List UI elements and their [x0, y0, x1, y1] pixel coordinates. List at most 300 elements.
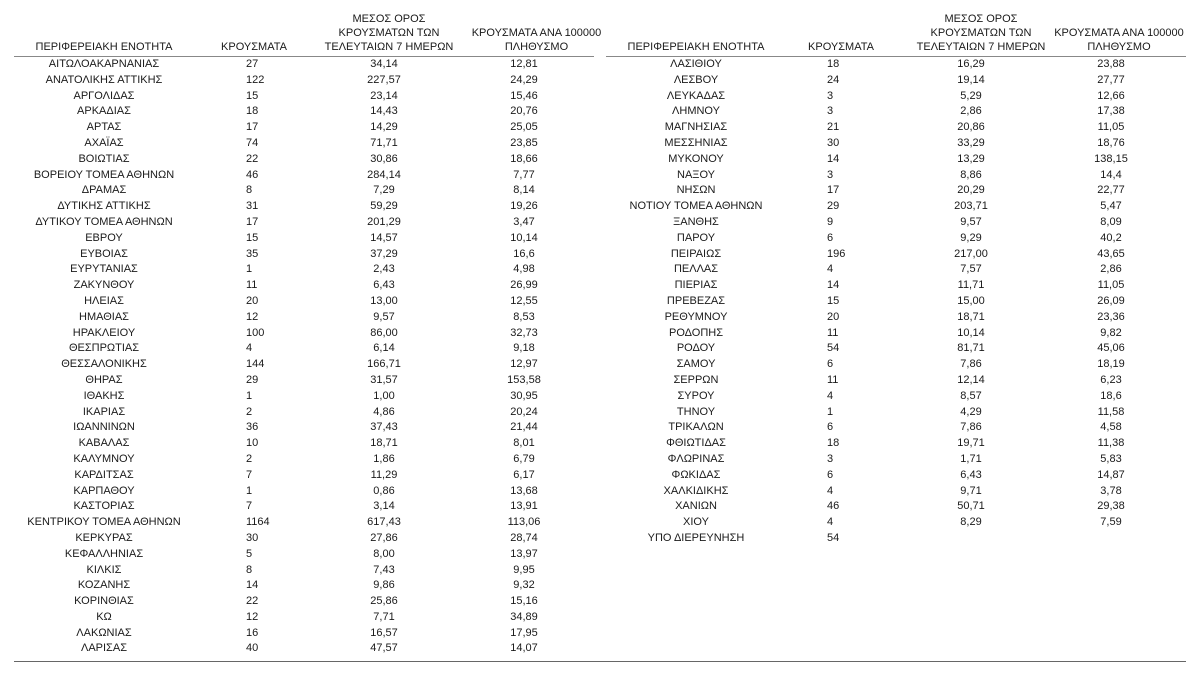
cell-per: 6,23	[1100, 373, 1122, 386]
table-row	[606, 152, 1186, 168]
cell-per: 18,66	[510, 152, 538, 165]
table-row	[606, 168, 1186, 184]
table-row	[14, 199, 594, 215]
cell-per: 43,65	[1097, 247, 1125, 260]
table-row	[606, 499, 1186, 515]
table-row	[606, 484, 1186, 500]
table-row	[14, 57, 594, 73]
header-avg-line2: ΚΡΟΥΣΜΑΤΩΝ ΤΩΝ	[930, 27, 1032, 39]
cell-region: ΔΡΑΜΑΣ	[81, 184, 127, 197]
cell-per: 30,95	[510, 389, 538, 402]
header-avg	[314, 12, 464, 54]
cell-cases: 1164	[246, 516, 270, 529]
table-row	[14, 152, 594, 168]
cell-per: 12,97	[510, 358, 538, 371]
cell-region: ΦΘΙΩΤΙΔΑΣ	[666, 437, 726, 450]
cell-cases: 18	[827, 437, 840, 450]
table-row	[14, 594, 594, 610]
cell-avg: 9,57	[373, 310, 395, 323]
cell-per: 23,36	[1097, 310, 1125, 323]
cell-cases: 144	[246, 358, 265, 371]
cell-region: ΡΕΘΥΜΝΟΥ	[664, 310, 728, 323]
right-table-body	[606, 57, 1186, 547]
cell-cases: 1	[246, 484, 253, 497]
cell-per: 24,29	[510, 73, 538, 86]
cell-region: ΦΛΩΡΙΝΑΣ	[667, 452, 725, 465]
cell-per: 10,14	[510, 231, 538, 244]
cell-cases: 15	[246, 89, 259, 102]
cell-avg: 14,57	[370, 231, 398, 244]
table-row	[14, 73, 594, 89]
header-per-line1: ΚΡΟΥΣΜΑΤΑ ΑΝΑ 100000	[471, 27, 602, 39]
cell-avg: 1,86	[373, 452, 395, 465]
cell-avg: 9,29	[960, 231, 982, 244]
cell-cases: 2	[246, 452, 253, 465]
cell-cases: 29	[827, 200, 840, 213]
cell-avg: 6,43	[373, 279, 395, 292]
cell-avg: 7,71	[373, 610, 395, 623]
cell-cases: 31	[246, 200, 259, 213]
cell-avg: 6,14	[373, 342, 395, 355]
cell-cases: 1	[246, 389, 253, 402]
cell-per: 8,53	[513, 310, 535, 323]
cell-region: ΑΡΓΟΛΙΔΑΣ	[73, 89, 135, 102]
cell-cases: 196	[827, 247, 846, 260]
cell-per: 138,15	[1094, 152, 1128, 165]
cell-per: 22,77	[1097, 184, 1125, 197]
table-row	[606, 373, 1186, 389]
header-region: ΠΕΡΙΦΕΡΕΙΑΚΗ ΕΝΟΤΗΤΑ	[627, 41, 765, 53]
cell-region: ΜΕΣΣΗΝΙΑΣ	[664, 136, 728, 149]
cell-region: ΑΝΑΤΟΛΙΚΗΣ ΑΤΤΙΚΗΣ	[45, 73, 163, 86]
cell-cases: 1	[246, 263, 253, 276]
cell-cases: 122	[246, 73, 265, 86]
cell-per: 18,19	[1097, 358, 1125, 371]
cell-per: 4,98	[513, 263, 535, 276]
cell-avg: 2,86	[960, 105, 982, 118]
cell-per: 34,89	[510, 610, 538, 623]
cell-per: 2,86	[1100, 263, 1122, 276]
cell-cases: 11	[827, 373, 839, 386]
cell-region: ΕΒΡΟΥ	[85, 231, 123, 244]
table-row	[14, 563, 594, 579]
cell-region: ΡΟΔΟΥ	[676, 342, 716, 355]
table-row	[606, 341, 1186, 357]
cell-region: ΔΥΤΙΚΟΥ ΤΟΜΕΑ ΑΘΗΝΩΝ	[35, 215, 173, 228]
cell-per: 23,88	[1097, 58, 1125, 70]
cell-avg: 15,00	[957, 294, 985, 307]
table-row	[14, 484, 594, 500]
cell-per: 8,14	[513, 184, 535, 197]
cell-avg: 8,00	[373, 547, 395, 560]
cell-per: 19,26	[510, 200, 538, 213]
cell-per: 17,95	[510, 626, 538, 639]
cell-avg: 0,86	[373, 484, 395, 497]
cell-cases: 24	[827, 73, 840, 86]
cell-cases: 18	[246, 105, 259, 118]
cell-avg: 2,43	[373, 263, 395, 276]
cell-per: 21,44	[510, 421, 538, 434]
table-row	[606, 104, 1186, 120]
cell-cases: 17	[246, 215, 259, 228]
cell-region: ΚΑΡΠΑΘΟΥ	[73, 484, 135, 497]
cell-per: 23,85	[510, 136, 538, 149]
cell-avg: 27,86	[370, 531, 398, 544]
cell-avg: 50,71	[957, 500, 985, 513]
cell-per: 9,32	[513, 579, 535, 592]
cell-per: 12,66	[1097, 89, 1125, 102]
cell-region: ΔΥΤΙΚΗΣ ΑΤΤΙΚΗΣ	[57, 200, 151, 213]
cell-avg: 11,71	[957, 279, 985, 292]
right-table	[606, 12, 1186, 547]
cell-avg: 20,29	[957, 184, 985, 197]
table-row	[606, 420, 1186, 436]
table-row	[14, 452, 594, 468]
cell-region: ΕΥΡΥΤΑΝΙΑΣ	[70, 263, 138, 276]
cell-avg: 7,29	[373, 184, 395, 197]
table-row	[14, 326, 594, 342]
table-row	[606, 436, 1186, 452]
cell-avg: 217,00	[954, 247, 988, 260]
cell-avg: 6,43	[960, 468, 982, 481]
table-row	[14, 547, 594, 563]
table-row	[14, 641, 594, 657]
cell-avg: 14,43	[370, 105, 398, 118]
cell-region: ΚΟΡΙΝΘΙΑΣ	[74, 595, 134, 608]
cell-cases: 14	[246, 579, 259, 592]
cell-per: 13,68	[510, 484, 538, 497]
cell-region: ΤΡΙΚΑΛΩΝ	[668, 421, 724, 434]
cell-cases: 14	[827, 152, 840, 165]
cell-cases: 3	[827, 452, 834, 465]
cell-region: ΧΑΝΙΩΝ	[675, 500, 717, 513]
cell-region: ΚΕΦΑΛΛΗΝΙΑΣ	[64, 547, 144, 560]
cell-avg: 7,57	[960, 263, 982, 276]
table-row	[606, 89, 1186, 105]
table-row	[606, 120, 1186, 136]
table-row	[606, 215, 1186, 231]
cell-avg: 47,57	[370, 642, 398, 655]
cell-avg: 25,86	[370, 595, 398, 608]
cell-cases: 11	[827, 326, 839, 339]
header-cases: ΚΡΟΥΣΜΑΤΑ	[221, 41, 287, 53]
cell-avg: 18,71	[370, 437, 398, 450]
cell-avg: 19,71	[957, 437, 985, 450]
cell-region: ΚΑΡΔΙΤΣΑΣ	[74, 468, 134, 481]
cell-per: 11,05	[1097, 121, 1125, 134]
cell-region: ΤΗΝΟΥ	[676, 405, 716, 418]
left-table-header	[14, 12, 602, 57]
table-row	[14, 578, 594, 594]
table-row	[606, 310, 1186, 326]
cell-region: ΚΑΒΑΛΑΣ	[78, 437, 130, 450]
header-avg-line3: ΤΕΛΕΥΤΑΙΩΝ 7 ΗΜΕΡΩΝ	[916, 41, 1046, 53]
cell-cases: 6	[827, 421, 834, 434]
cell-cases: 12	[246, 610, 259, 623]
cell-per: 7,59	[1100, 516, 1122, 529]
table-row	[606, 452, 1186, 468]
table-row	[14, 341, 594, 357]
table-row	[14, 515, 594, 531]
cell-avg: 86,00	[370, 326, 398, 339]
cell-region: ΖΑΚΥΝΘΟΥ	[73, 279, 135, 292]
cell-region: ΠΡΕΒΕΖΑΣ	[666, 294, 726, 307]
cell-region: ΜΥΚΟΝΟΥ	[668, 152, 724, 165]
table-row	[14, 499, 594, 515]
right-table-header	[606, 12, 1186, 57]
cell-per: 18,6	[1100, 389, 1122, 402]
cell-per: 11,38	[1097, 437, 1125, 450]
table-row	[14, 262, 594, 278]
cell-cases: 36	[246, 421, 259, 434]
cell-avg: 3,14	[373, 500, 395, 513]
table-row	[606, 278, 1186, 294]
cell-avg: 9,57	[960, 215, 982, 228]
table-row	[14, 389, 594, 405]
cell-cases: 4	[246, 342, 253, 355]
cell-region: ΣΑΜΟΥ	[676, 358, 716, 371]
cell-per: 3,78	[1100, 484, 1122, 497]
cell-region: ΒΟΙΩΤΙΑΣ	[78, 152, 130, 165]
cell-per: 6,17	[513, 468, 535, 481]
cell-cases: 4	[827, 516, 834, 529]
left-table-body	[14, 57, 594, 657]
cell-cases: 5	[246, 547, 253, 560]
cell-avg: 7,43	[373, 563, 395, 576]
cell-avg: 7,86	[960, 421, 982, 434]
cell-region: ΗΜΑΘΙΑΣ	[79, 310, 129, 323]
cell-avg: 284,14	[367, 168, 401, 181]
cell-per: 27,77	[1097, 73, 1125, 86]
cell-per: 32,73	[510, 326, 538, 339]
cell-avg: 30,86	[370, 152, 398, 165]
cell-cases: 40	[246, 642, 259, 655]
cell-region: ΛΕΥΚΑΔΑΣ	[666, 89, 726, 102]
cell-avg: 9,86	[373, 579, 395, 592]
cell-avg: 34,14	[370, 58, 398, 70]
cell-region: ΞΑΝΘΗΣ	[673, 215, 719, 228]
cell-avg: 166,71	[367, 358, 401, 371]
table-row	[606, 389, 1186, 405]
table-row	[606, 183, 1186, 199]
table-row	[14, 436, 594, 452]
cell-per: 28,74	[510, 531, 538, 544]
cell-region: ΚΑΣΤΟΡΙΑΣ	[73, 500, 135, 513]
cell-region: ΑΧΑΪΑΣ	[84, 136, 124, 149]
cell-avg: 12,14	[957, 373, 985, 386]
cell-cases: 27	[246, 58, 259, 70]
cell-per: 13,91	[510, 500, 538, 513]
cell-per: 12,81	[510, 58, 538, 70]
cell-avg: 4,86	[373, 405, 395, 418]
cell-per: 13,97	[510, 547, 538, 560]
cell-per: 20,24	[510, 405, 538, 418]
cell-per: 26,99	[510, 279, 538, 292]
cell-region: ΝΑΞΟΥ	[677, 168, 715, 181]
cell-per: 9,82	[1100, 326, 1122, 339]
cell-cases: 6	[827, 358, 834, 371]
table-row	[14, 136, 594, 152]
table-row	[606, 136, 1186, 152]
cell-region: ΛΗΜΝΟΥ	[672, 105, 720, 118]
cell-per: 9,18	[513, 342, 535, 355]
cell-region: ΝΗΣΩΝ	[676, 184, 716, 197]
cell-per: 4,58	[1100, 421, 1122, 434]
cell-cases: 11	[246, 279, 258, 292]
table-row	[606, 231, 1186, 247]
cell-region: ΣΕΡΡΩΝ	[673, 373, 719, 386]
cell-avg: 13,29	[957, 152, 985, 165]
table-row	[14, 247, 594, 263]
cell-cases: 22	[246, 152, 259, 165]
cell-per: 25,05	[510, 121, 538, 134]
header-avg-line3: ΤΕΛΕΥΤΑΙΩΝ 7 ΗΜΕΡΩΝ	[324, 41, 454, 53]
cell-cases: 18	[827, 58, 840, 70]
header-cases: ΚΡΟΥΣΜΑΤΑ	[808, 41, 874, 53]
cell-avg: 8,29	[960, 516, 982, 529]
table-row	[14, 405, 594, 421]
table-row	[14, 104, 594, 120]
table-row	[14, 373, 594, 389]
cell-region: ΕΥΒΟΙΑΣ	[80, 247, 128, 260]
cell-avg: 31,57	[370, 373, 398, 386]
cell-cases: 15	[246, 231, 259, 244]
cell-avg: 1,71	[960, 452, 982, 465]
table-row	[14, 120, 594, 136]
cell-avg: 37,43	[370, 421, 398, 434]
cell-cases: 3	[827, 105, 834, 118]
cell-cases: 30	[827, 136, 840, 149]
cell-avg: 8,86	[960, 168, 982, 181]
header-region: ΠΕΡΙΦΕΡΕΙΑΚΗ ΕΝΟΤΗΤΑ	[35, 41, 173, 53]
cell-per: 6,79	[513, 452, 535, 465]
cell-region: ΛΑΡΙΣΑΣ	[80, 642, 127, 655]
cell-avg: 4,29	[960, 405, 982, 418]
cell-avg: 227,57	[367, 73, 401, 86]
cell-region: ΧΙΟΥ	[683, 516, 709, 529]
cell-per: 11,58	[1097, 405, 1125, 418]
header-per-line1: ΚΡΟΥΣΜΑΤΑ ΑΝΑ 100000	[1054, 27, 1184, 39]
header-avg-line2: ΚΡΟΥΣΜΑΤΩΝ ΤΩΝ	[338, 27, 440, 39]
cell-cases: 46	[827, 500, 840, 513]
table-row	[606, 515, 1186, 531]
cell-cases: 54	[827, 531, 840, 544]
cell-region: ΦΩΚΙΔΑΣ	[671, 468, 721, 481]
cell-cases: 74	[246, 136, 259, 149]
cell-cases: 2	[246, 405, 253, 418]
cell-cases: 17	[827, 184, 840, 197]
cell-avg: 7,86	[960, 358, 982, 371]
table-row	[606, 73, 1186, 89]
header-per	[1054, 26, 1184, 54]
cell-cases: 35	[246, 247, 259, 260]
table-row	[14, 626, 594, 642]
cell-cases: 17	[246, 121, 259, 134]
cell-per: 17,38	[1097, 105, 1125, 118]
cell-region: ΛΑΚΩΝΙΑΣ	[76, 626, 132, 639]
table-row	[14, 420, 594, 436]
header-avg	[906, 12, 1056, 54]
cell-cases: 4	[827, 389, 834, 402]
cell-region: ΡΟΔΟΠΗΣ	[668, 326, 724, 339]
cell-avg: 201,29	[367, 215, 401, 228]
cell-cases: 3	[827, 89, 834, 102]
cell-avg: 19,14	[957, 73, 985, 86]
header-per-line2: ΠΛΗΘΥΣΜΟ	[504, 41, 569, 53]
cell-region: ΘΗΡΑΣ	[85, 373, 123, 386]
cell-cases: 29	[246, 373, 259, 386]
cell-per: 15,16	[510, 595, 538, 608]
cell-region: ΠΕΛΛΑΣ	[673, 263, 719, 276]
cell-avg: 16,57	[370, 626, 398, 639]
cell-cases: 8	[246, 184, 253, 197]
table-row	[14, 231, 594, 247]
table-row	[606, 247, 1186, 263]
cell-region: ΠΕΙΡΑΙΩΣ	[670, 247, 722, 260]
cell-region: ΙΚΑΡΙΑΣ	[82, 405, 126, 418]
table-row	[14, 215, 594, 231]
cell-cases: 6	[827, 231, 834, 244]
cell-region: ΚΩ	[96, 610, 112, 623]
cell-cases: 9	[827, 215, 834, 228]
cell-per: 5,83	[1100, 452, 1122, 465]
cell-cases: 20	[246, 294, 259, 307]
table-row	[606, 326, 1186, 342]
cell-cases: 21	[827, 121, 840, 134]
cell-region: ΚΕΡΚΥΡΑΣ	[75, 531, 133, 544]
cell-avg: 18,71	[957, 310, 985, 323]
cell-region: ΙΘΑΚΗΣ	[83, 389, 125, 402]
cell-cases: 22	[246, 595, 259, 608]
cell-per: 5,47	[1100, 200, 1122, 213]
cell-region: ΑΙΤΩΛΟΑΚΑΡΝΑΝΙΑΣ	[48, 58, 160, 70]
cell-region: ΙΩΑΝΝΙΝΩΝ	[73, 421, 135, 434]
table-row	[606, 57, 1186, 73]
table-row	[606, 531, 1186, 547]
cell-region: ΥΠΟ ΔΙΕΡΕΥΝΗΣΗ	[647, 531, 745, 544]
cell-cases: 100	[246, 326, 265, 339]
cell-avg: 10,14	[957, 326, 985, 339]
cell-region: ΣΥΡΟΥ	[677, 389, 715, 402]
cell-region: ΝΟΤΙΟΥ ΤΟΜΕΑ ΑΘΗΝΩΝ	[629, 200, 763, 213]
cell-per: 14,4	[1100, 168, 1122, 181]
cell-region: ΑΡΚΑΔΙΑΣ	[77, 105, 131, 118]
cell-region: ΑΡΤΑΣ	[86, 121, 122, 134]
cell-per: 16,6	[513, 247, 535, 260]
cell-cases: 1	[827, 405, 834, 418]
cell-cases: 7	[246, 500, 253, 513]
cell-avg: 203,71	[954, 200, 988, 213]
cell-cases: 8	[246, 563, 253, 576]
cell-avg: 37,29	[370, 247, 398, 260]
cell-avg: 8,57	[960, 389, 982, 402]
cell-avg: 81,71	[957, 342, 985, 355]
table-row	[14, 531, 594, 547]
cell-per: 45,06	[1097, 342, 1125, 355]
table-row	[606, 294, 1186, 310]
cell-avg: 9,71	[960, 484, 982, 497]
cell-avg: 5,29	[960, 89, 982, 102]
table-row	[606, 357, 1186, 373]
table-row	[14, 468, 594, 484]
table-row	[14, 278, 594, 294]
cell-region: ΚΑΛΥΜΝΟΥ	[73, 452, 135, 465]
cell-per: 14,87	[1097, 468, 1125, 481]
cell-cases: 3	[827, 168, 834, 181]
cell-region: ΚΟΖΑΝΗΣ	[77, 579, 131, 592]
cell-region: ΚΕΝΤΡΙΚΟΥ ΤΟΜΕΑ ΑΘΗΝΩΝ	[27, 516, 181, 529]
cell-avg: 59,29	[370, 200, 398, 213]
